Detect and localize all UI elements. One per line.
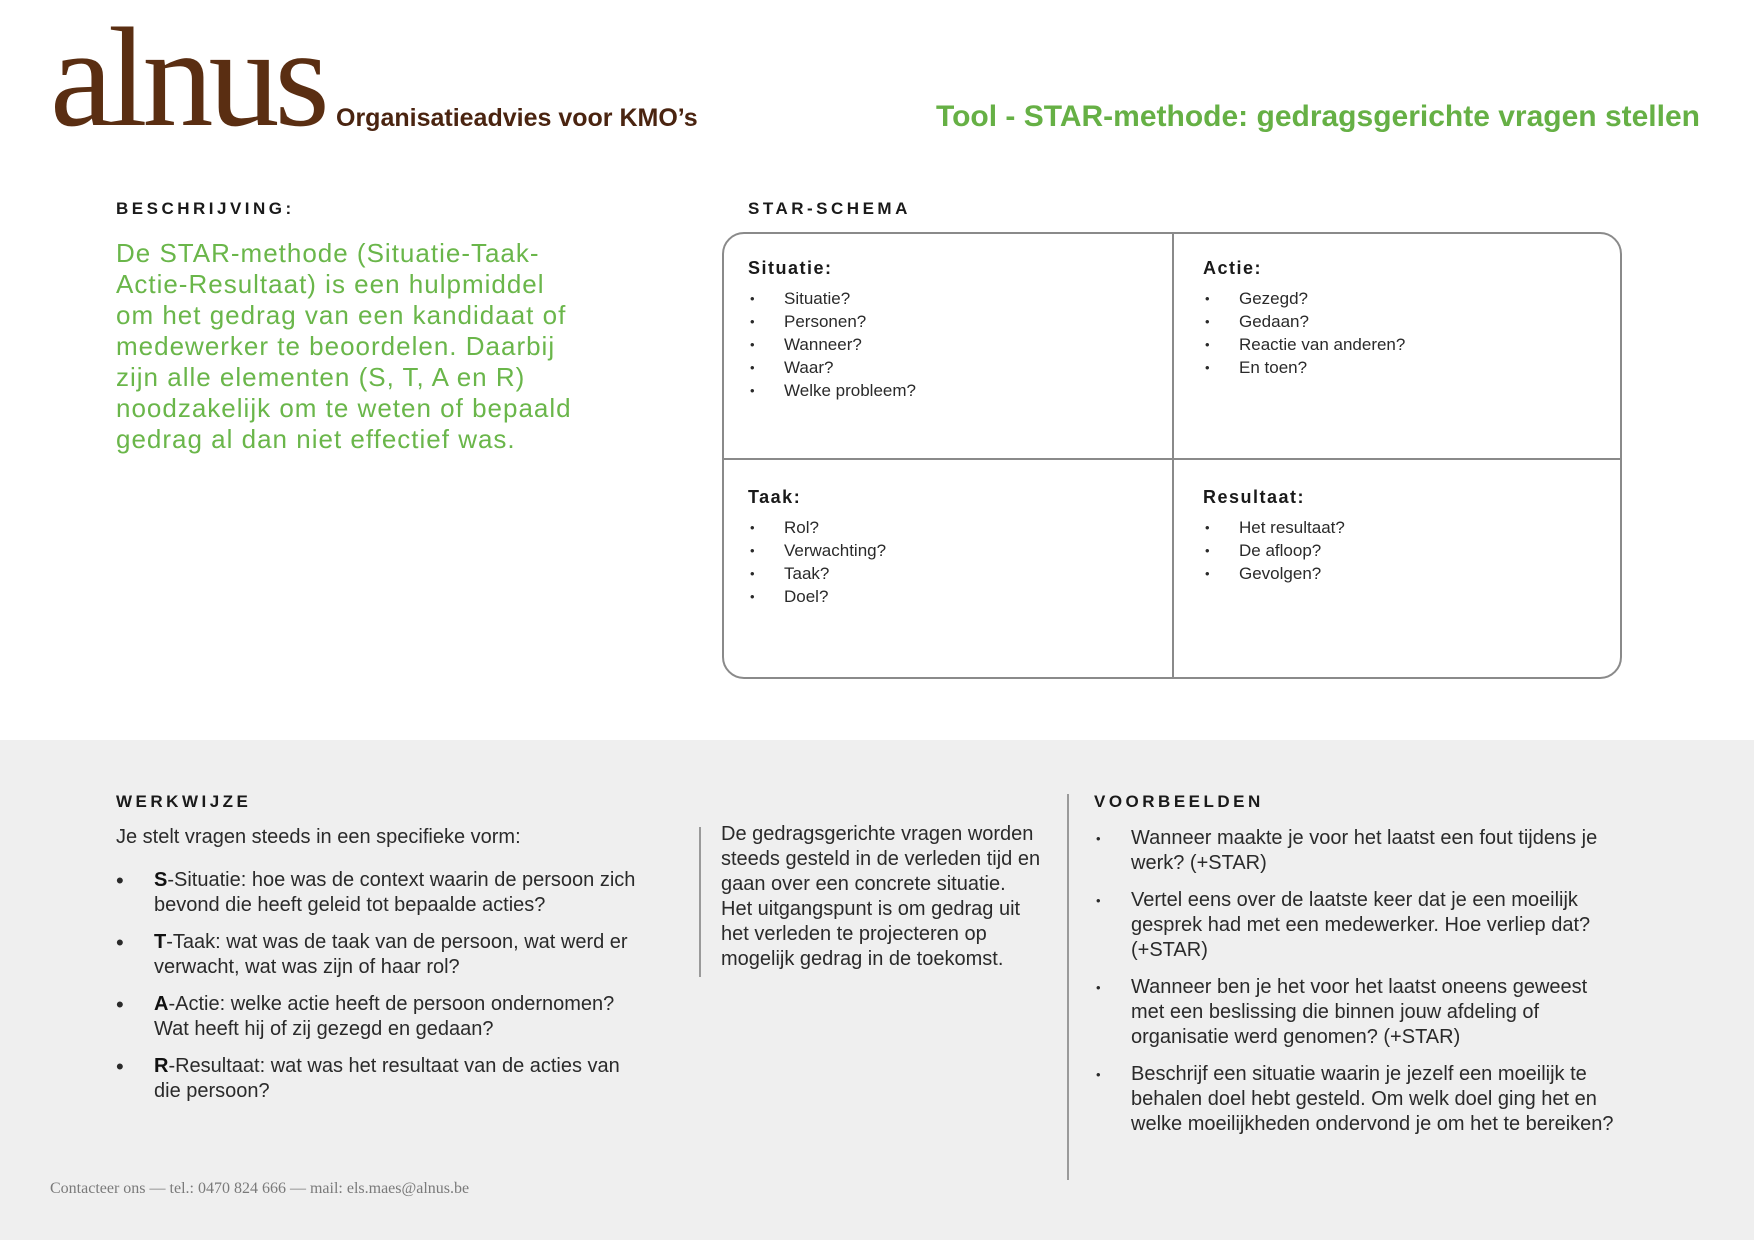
werkwijze-item bbox=[116, 868, 646, 918]
werkwijze-item bbox=[116, 992, 646, 1042]
list-item: • Personen? bbox=[748, 310, 1168, 333]
list-item: • Welke probleem? bbox=[748, 379, 1168, 402]
star-schema-grid bbox=[722, 232, 1622, 679]
list-item: • En toen? bbox=[1203, 356, 1623, 379]
star-letter: R bbox=[154, 1055, 169, 1077]
werkwijze-item-text: -Situatie: hoe was de context waarin de persoon zich bevond die heeft geleid tot bepaalde acties? bbox=[154, 869, 636, 916]
list-item: • Situatie? bbox=[748, 287, 1168, 310]
list-item: • Gedaan? bbox=[1203, 310, 1623, 333]
list-item: • Taak? bbox=[748, 562, 1168, 585]
voorbeeld-item: • Wanneer ben je het voor het laatst oneens geweest met een beslissing die binnen jouw afdeling of organisatie werd genomen? (+STAR) bbox=[1094, 975, 1624, 1050]
quadrant-actie bbox=[1203, 258, 1623, 379]
voorbeeld-item: • Beschrijf een situatie waarin je jezelf een moeilijk te behalen doel hebt gesteld. Om welk doel ging het en welke moeilijkheden ondervond je om het te bereiken? bbox=[1094, 1062, 1624, 1137]
quadrant-title: Actie: bbox=[1203, 258, 1263, 278]
werkwijze-item-text: -Actie: welke actie heeft de persoon ondernomen? Wat heeft hij of zij gezegd en gedaan? bbox=[154, 993, 615, 1040]
voorbeeld-item: • Wanneer maakte je voor het laatst een fout tijdens je werk? (+STAR) bbox=[1094, 826, 1624, 876]
werkwijze-item bbox=[116, 930, 646, 980]
grid-divider-horizontal bbox=[724, 458, 1620, 460]
grid-divider-vertical bbox=[1172, 234, 1174, 677]
voorbeelden-label: VOORBEELDEN bbox=[1094, 792, 1264, 811]
star-letter: S bbox=[154, 869, 168, 891]
star-letter: T bbox=[154, 931, 167, 953]
list-item: • Waar? bbox=[748, 356, 1168, 379]
werkwijze-item-text: -Resultaat: wat was het resultaat van de acties van die persoon? bbox=[154, 1055, 620, 1102]
werkwijze-intro: Je stelt vragen steeds in een specifieke vorm: bbox=[116, 826, 521, 848]
quadrant-title: Resultaat: bbox=[1203, 487, 1306, 507]
quadrant-title: Situatie: bbox=[748, 258, 833, 278]
voorbeelden-list bbox=[1094, 826, 1624, 1149]
star-schema-label: STAR-SCHEMA bbox=[748, 199, 911, 218]
werkwijze-item bbox=[116, 1054, 646, 1104]
tagline: Organisatieadvies voor KMO’s bbox=[336, 104, 698, 132]
tool-title: Tool - STAR-methode: gedragsgerichte vragen stellen bbox=[935, 100, 1700, 133]
footer-contact: Contacteer ons — tel.: 0470 824 666 — mail: els.maes@alnus.be bbox=[50, 1180, 470, 1197]
voorbeeld-item: • Vertel eens over de laatste keer dat je een moeilijk gesprek had met een medewerker. Hoe verliep dat? (+STAR) bbox=[1094, 888, 1624, 963]
quadrant-situatie bbox=[748, 258, 1168, 402]
list-item: • Verwachting? bbox=[748, 539, 1168, 562]
werkwijze-item-text: -Taak: wat was de taak van de persoon, wat werd er verwacht, wat was zijn of haar rol? bbox=[154, 931, 628, 978]
werkwijze-label: WERKWIJZE bbox=[116, 792, 252, 811]
list-item: • Gevolgen? bbox=[1203, 562, 1623, 585]
alnus-logo: alnus bbox=[50, 0, 325, 156]
quadrant-resultaat bbox=[1203, 487, 1623, 585]
list-item: • Rol? bbox=[748, 516, 1168, 539]
list-item: • Gezegd? bbox=[1203, 287, 1623, 310]
werkwijze-list bbox=[116, 868, 646, 1116]
list-item: • Reactie van anderen? bbox=[1203, 333, 1623, 356]
list-item: • De afloop? bbox=[1203, 539, 1623, 562]
star-letter: A bbox=[154, 993, 169, 1015]
werkwijze-side-text: De gedragsgerichte vragen worden steeds gesteld in de verleden tijd en gaan over een concrete situatie. Het uitgangspunt is om gedrag uit het verleden te projecteren op mogelijk gedrag in de toekomst. bbox=[721, 823, 1041, 970]
list-item: • Het resultaat? bbox=[1203, 516, 1623, 539]
beschrijving-text: De STAR-methode (Situatie-Taak-Actie-Resultaat) is een hulpmiddel om het gedrag van een kandidaat of medewerker te beoordelen. Daarbij zijn alle elementen (S, T, A en R) noodzakelijk om te weten of bepaald gedrag al dan niet effectief was. bbox=[116, 238, 572, 454]
list-item: • Doel? bbox=[748, 585, 1168, 608]
beschrijving-label: BESCHRIJVING: bbox=[116, 199, 295, 218]
quadrant-title: Taak: bbox=[748, 487, 802, 507]
divider-left bbox=[699, 827, 701, 977]
quadrant-taak bbox=[748, 487, 1168, 608]
divider-right bbox=[1067, 794, 1069, 1180]
list-item: • Wanneer? bbox=[748, 333, 1168, 356]
